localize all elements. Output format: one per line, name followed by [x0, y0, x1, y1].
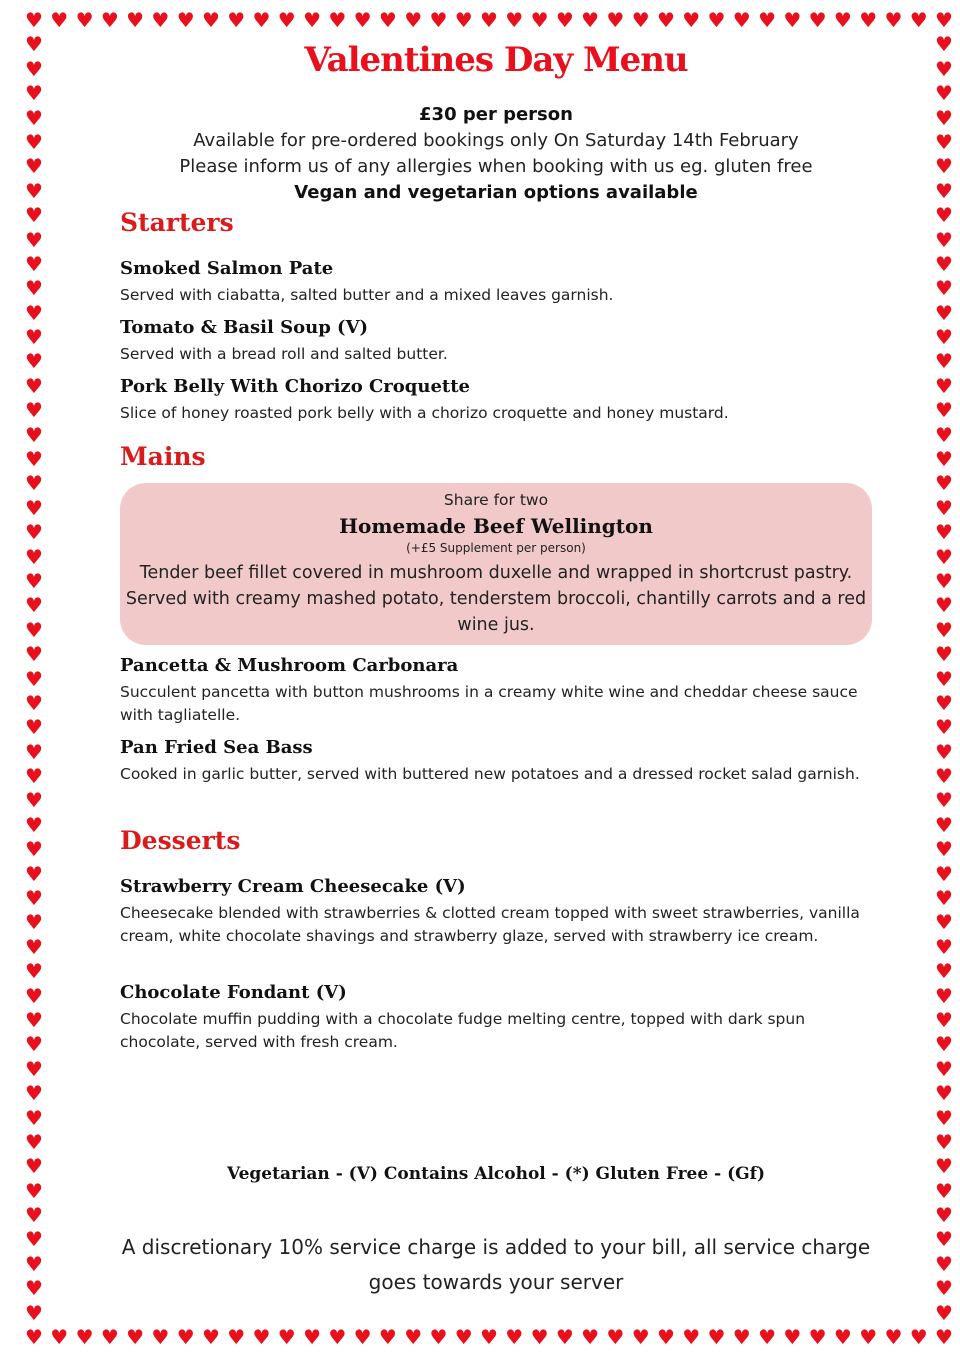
heart-icon: ♥	[25, 1056, 43, 1081]
heart-icon: ♥	[935, 227, 953, 252]
heart-icon: ♥	[935, 1129, 953, 1154]
heart-icon: ♥	[758, 8, 777, 32]
heart-icon: ♥	[935, 1325, 953, 1349]
heart-icon: ♥	[935, 861, 953, 886]
heart-icon: ♥	[25, 447, 43, 471]
heart-icon: ♥	[126, 8, 145, 32]
featured-dish-panel	[120, 483, 872, 645]
heart-icon: ♥	[581, 1325, 600, 1349]
heart-icon: ♥	[935, 398, 953, 423]
heart-icon: ♥	[75, 8, 94, 32]
heart-icon: ♥	[656, 1325, 675, 1349]
heart-icon: ♥	[935, 934, 953, 959]
heart-icon: ♥	[935, 349, 953, 374]
heart-icon: ♥	[50, 1325, 69, 1349]
heart-icon: ♥	[935, 837, 953, 862]
heart-icon: ♥	[935, 1203, 953, 1228]
heart-icon: ♥	[25, 495, 43, 520]
heart-icon: ♥	[707, 1325, 726, 1349]
heart-icon: ♥	[378, 8, 397, 32]
heart-icon: ♥	[100, 1325, 119, 1349]
featured-dish-desc: Tender beef fillet covered in mushroom duxelle and wrapped in shortcrust pastry. Served with creamy mashed potato, tenderstem broccoli, chantilly carrots and a red wine jus.	[125, 563, 867, 635]
heart-icon: ♥	[151, 8, 170, 32]
menu-item-name: Pan Fried Sea Bass	[120, 737, 313, 758]
heart-icon: ♥	[201, 1325, 220, 1349]
heart-icon: ♥	[859, 8, 878, 32]
heart-icon: ♥	[758, 1325, 777, 1349]
heart-icon: ♥	[935, 715, 953, 740]
heart-icon: ♥	[454, 1325, 473, 1349]
heart-icon: ♥	[252, 1325, 271, 1349]
heart-icon: ♥	[25, 886, 43, 910]
menu-item-sea-bass	[120, 736, 872, 786]
heart-icon: ♥	[909, 1325, 928, 1349]
menu-item-fondant	[120, 981, 872, 1054]
menu-item-tomato-soup	[120, 316, 872, 366]
heart-icon: ♥	[25, 398, 43, 423]
heart-icon: ♥	[25, 1032, 43, 1057]
heart-icon: ♥	[935, 81, 953, 106]
heart-icon: ♥	[935, 568, 953, 593]
heart-icon: ♥	[935, 739, 953, 764]
heart-icon: ♥	[480, 8, 498, 32]
heart-icon: ♥	[935, 544, 953, 569]
heart-icon: ♥	[25, 690, 43, 715]
heart-icon: ♥	[25, 593, 43, 618]
menu-item-desc: Succulent pancetta with button mushrooms in a creamy white wine and cheddar cheese sauce with tagliatelle.	[120, 683, 858, 724]
heart-icon: ♥	[25, 471, 43, 496]
heart-icon: ♥	[783, 1325, 802, 1349]
heart-icon: ♥	[935, 764, 953, 789]
heart-icon: ♥	[378, 1325, 397, 1349]
heart-icon: ♥	[935, 788, 953, 813]
heart-icon: ♥	[25, 8, 43, 32]
heart-icon: ♥	[682, 1325, 701, 1349]
heart-icon: ♥	[25, 373, 43, 398]
heart-icon: ♥	[353, 1325, 372, 1349]
heart-icon: ♥	[277, 1325, 296, 1349]
heart-icon: ♥	[151, 1325, 170, 1349]
menu-item-carbonara	[120, 654, 872, 727]
heart-icon: ♥	[25, 837, 43, 862]
heart-icon: ♥	[859, 1325, 878, 1349]
menu-item-name: Pork Belly With Chorizo Croquette	[120, 376, 471, 397]
heart-icon: ♥	[25, 325, 43, 350]
heart-icon: ♥	[25, 910, 43, 935]
heart-icon: ♥	[935, 105, 953, 130]
intro	[120, 102, 872, 206]
menu-item-smoked-salmon	[120, 257, 872, 307]
menu-item-desc: Served with ciabatta, salted butter and a mixed leaves garnish.	[120, 286, 614, 304]
heart-icon: ♥	[935, 276, 953, 301]
heart-icon: ♥	[50, 8, 69, 32]
heart-icon: ♥	[935, 1007, 953, 1032]
heart-icon: ♥	[935, 690, 953, 715]
heart-icon: ♥	[277, 8, 296, 32]
menu-item-name: Chocolate Fondant (V)	[120, 982, 347, 1003]
heart-icon: ♥	[25, 715, 43, 740]
desserts-heading: Desserts	[120, 826, 241, 855]
heart-icon: ♥	[505, 1325, 524, 1349]
heart-icon: ♥	[25, 1154, 43, 1179]
heart-icon: ♥	[935, 422, 953, 447]
heart-icon: ♥	[935, 812, 953, 837]
heart-icon: ♥	[25, 520, 43, 545]
heart-icon: ♥	[176, 8, 195, 32]
heart-icon: ♥	[25, 32, 43, 57]
heart-icon: ♥	[935, 1105, 953, 1130]
heart-icon: ♥	[530, 8, 549, 32]
heart-icon: ♥	[25, 617, 43, 642]
heart-icon: ♥	[25, 422, 43, 447]
heart-icon: ♥	[25, 1129, 43, 1154]
heart-icon: ♥	[25, 983, 43, 1008]
menu-item-desc: Slice of honey roasted pork belly with a chorizo croquette and honey mustard.	[120, 404, 729, 422]
heart-icon: ♥	[935, 300, 953, 325]
heart-icon: ♥	[25, 764, 43, 789]
heart-icon: ♥	[935, 129, 953, 154]
heart-icon: ♥	[25, 105, 43, 130]
heart-icon: ♥	[631, 8, 650, 32]
heart-icon: ♥	[935, 56, 953, 81]
heart-icon: ♥	[25, 276, 43, 301]
heart-icon: ♥	[935, 1251, 953, 1276]
heart-icon: ♥	[935, 520, 953, 545]
heart-icon: ♥	[935, 251, 953, 276]
heart-icon: ♥	[935, 666, 953, 691]
heart-icon: ♥	[25, 81, 43, 106]
heart-icon: ♥	[935, 1300, 953, 1325]
heart-icon: ♥	[935, 32, 953, 57]
heart-icon: ♥	[25, 129, 43, 154]
heart-icon: ♥	[126, 1325, 145, 1349]
heart-icon: ♥	[505, 8, 524, 32]
heart-icon: ♥	[404, 1325, 423, 1349]
share-tag: Share for two	[443, 491, 549, 509]
heart-icon: ♥	[935, 178, 953, 203]
heart-icon: ♥	[935, 154, 953, 179]
dietary-legend: Vegetarian - (V) Contains Alcohol - (*) Gluten Free - (Gf)	[226, 1164, 766, 1184]
supplement-note: (+£5 Supplement per person)	[406, 541, 586, 555]
heart-icon: ♥	[935, 617, 953, 642]
heart-icon: ♥	[25, 203, 43, 228]
heart-icon: ♥	[201, 8, 220, 32]
heart-icon: ♥	[935, 593, 953, 618]
menu-item-cheesecake	[120, 875, 872, 948]
heart-icon: ♥	[25, 739, 43, 764]
heart-icon: ♥	[25, 812, 43, 837]
heart-icon: ♥	[75, 1325, 94, 1349]
heart-icon: ♥	[25, 934, 43, 959]
options-text: Vegan and vegetarian options available	[294, 182, 698, 203]
heart-icon: ♥	[606, 1325, 625, 1349]
heart-icon: ♥	[884, 8, 903, 32]
price-text: £30 per person	[419, 104, 573, 125]
heart-icon: ♥	[25, 1081, 43, 1106]
heart-icon: ♥	[429, 1325, 448, 1349]
heart-icon: ♥	[25, 300, 43, 325]
heart-icon: ♥	[328, 1325, 347, 1349]
heart-icon: ♥	[935, 1227, 953, 1252]
heart-icon: ♥	[25, 251, 43, 276]
heart-icon: ♥	[25, 1300, 43, 1325]
menu-item-name: Strawberry Cream Cheesecake (V)	[120, 876, 466, 897]
menu-item-pork-belly	[120, 375, 872, 425]
heart-icon: ♥	[935, 910, 953, 935]
menu-item-name: Pancetta & Mushroom Carbonara	[120, 655, 459, 676]
heart-icon: ♥	[935, 471, 953, 496]
menu-title: Valentines Day Menu	[304, 40, 688, 80]
heart-icon: ♥	[227, 8, 246, 32]
heart-icon: ♥	[808, 8, 827, 32]
heart-icon: ♥	[656, 8, 675, 32]
heart-icon: ♥	[833, 1325, 852, 1349]
heart-icon: ♥	[227, 1325, 246, 1349]
heart-icon: ♥	[25, 1105, 43, 1130]
service-charge-note: A discretionary 10% service charge is added to your bill, all service charge goes towards your server	[121, 1235, 871, 1294]
heart-icon: ♥	[25, 666, 43, 691]
heart-icon: ♥	[909, 8, 928, 32]
heart-icon: ♥	[429, 8, 448, 32]
menu-item-name: Tomato & Basil Soup (V)	[120, 317, 369, 338]
heart-icon: ♥	[935, 1081, 953, 1106]
heart-icon: ♥	[935, 1056, 953, 1081]
heart-icon: ♥	[480, 1325, 498, 1349]
heart-icon: ♥	[25, 349, 43, 374]
heart-icon: ♥	[935, 325, 953, 350]
heart-icon: ♥	[25, 642, 43, 667]
heart-icon: ♥	[935, 495, 953, 520]
heart-icon: ♥	[935, 886, 953, 910]
heart-icon: ♥	[935, 1178, 953, 1203]
heart-icon: ♥	[25, 56, 43, 81]
heart-icon: ♥	[454, 8, 473, 32]
heart-icon: ♥	[555, 8, 574, 32]
heart-icon: ♥	[100, 8, 119, 32]
heart-icon: ♥	[25, 154, 43, 179]
heart-icon: ♥	[935, 959, 953, 984]
heart-icon: ♥	[732, 1325, 751, 1349]
heart-icon: ♥	[935, 203, 953, 228]
heart-icon: ♥	[935, 1154, 953, 1179]
menu-item-desc: Cooked in garlic butter, served with buttered new potatoes and a dressed rocket salad garnish.	[120, 765, 860, 783]
heart-icon: ♥	[581, 8, 600, 32]
heart-icon: ♥	[25, 959, 43, 984]
heart-icon: ♥	[935, 1276, 953, 1301]
heart-icon: ♥	[25, 1276, 43, 1301]
heart-icon: ♥	[25, 568, 43, 593]
heart-icon: ♥	[25, 1007, 43, 1032]
heart-icon: ♥	[884, 1325, 903, 1349]
heart-icon: ♥	[732, 8, 751, 32]
heart-icon: ♥	[935, 983, 953, 1008]
heart-icon: ♥	[935, 447, 953, 471]
heart-icon: ♥	[935, 642, 953, 667]
heart-icon: ♥	[25, 1325, 43, 1349]
starters-heading: Starters	[120, 208, 234, 237]
mains-heading: Mains	[120, 442, 206, 471]
heart-icon: ♥	[783, 8, 802, 32]
menu-item-desc: Cheesecake blended with strawberries & clotted cream topped with sweet strawberries, vanilla cream, white chocolate shavings and strawberry glaze, served with strawberry ice cream.	[120, 904, 860, 945]
heart-icon: ♥	[935, 1032, 953, 1057]
heart-icon: ♥	[25, 227, 43, 252]
heart-icon: ♥	[303, 1325, 322, 1349]
heart-icon: ♥	[606, 8, 625, 32]
menu-item-desc: Chocolate muffin pudding with a chocolate fudge melting centre, topped with dark spun chocolate, served with fresh cream.	[120, 1010, 806, 1051]
heart-icon: ♥	[25, 178, 43, 203]
heart-icon: ♥	[328, 8, 347, 32]
heart-icon: ♥	[404, 8, 423, 32]
heart-icon: ♥	[25, 544, 43, 569]
heart-icon: ♥	[176, 1325, 195, 1349]
heart-icon: ♥	[25, 1178, 43, 1203]
heart-icon: ♥	[25, 1227, 43, 1252]
menu-item-name: Smoked Salmon Pate	[120, 258, 334, 279]
heart-icon: ♥	[631, 1325, 650, 1349]
heart-icon: ♥	[682, 8, 701, 32]
heart-icon: ♥	[555, 1325, 574, 1349]
heart-icon: ♥	[707, 8, 726, 32]
heart-icon: ♥	[833, 8, 852, 32]
heart-icon: ♥	[303, 8, 322, 32]
allergies-text: Please inform us of any allergies when booking with us eg. gluten free	[179, 156, 813, 177]
heart-icon: ♥	[808, 1325, 827, 1349]
menu-item-desc: Served with a bread roll and salted butter.	[120, 345, 448, 363]
heart-icon: ♥	[935, 8, 953, 32]
availability-text: Available for pre-ordered bookings only On Saturday 14th February	[193, 130, 799, 151]
heart-icon: ♥	[25, 1203, 43, 1228]
heart-icon: ♥	[252, 8, 271, 32]
heart-icon: ♥	[935, 373, 953, 398]
heart-icon: ♥	[353, 8, 372, 32]
heart-icon: ♥	[530, 1325, 549, 1349]
heart-icon: ♥	[25, 861, 43, 886]
heart-icon: ♥	[25, 1251, 43, 1276]
featured-dish-name: Homemade Beef Wellington	[339, 514, 653, 538]
heart-icon: ♥	[25, 788, 43, 813]
